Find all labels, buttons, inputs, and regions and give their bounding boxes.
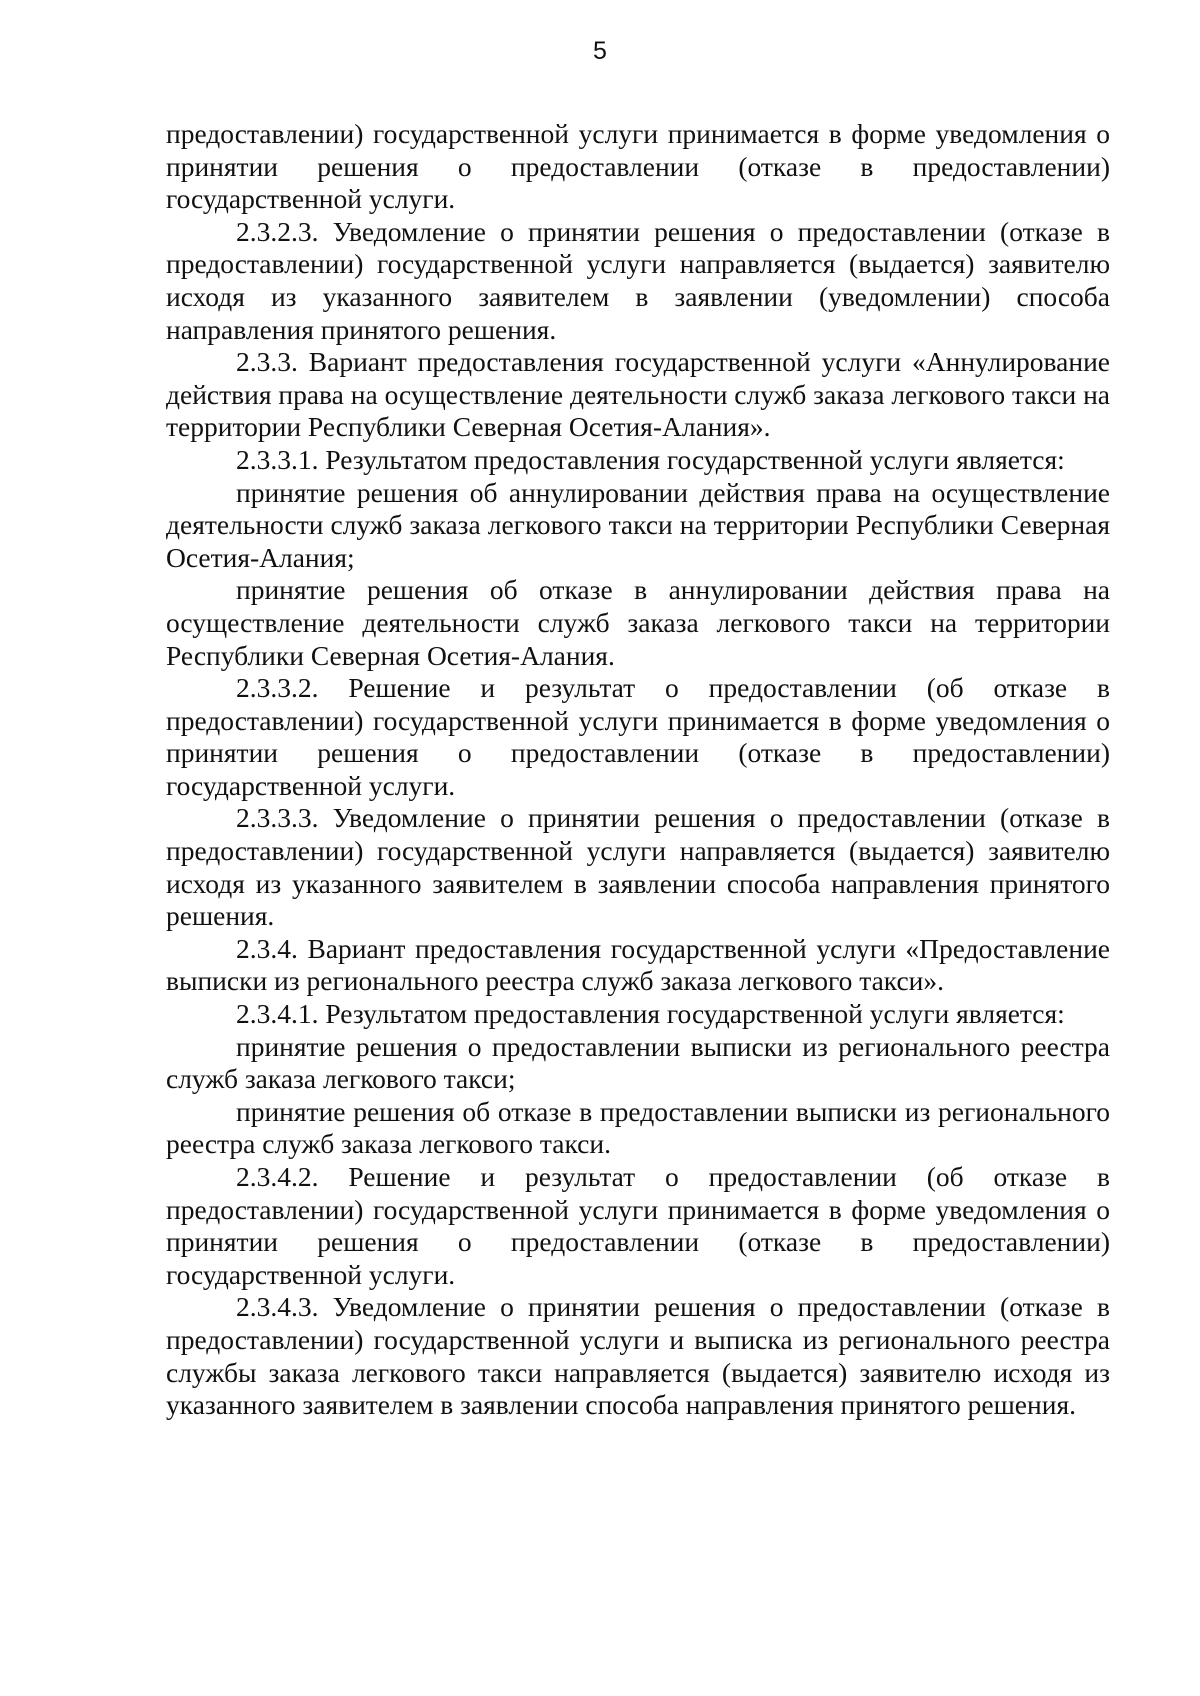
paragraph-2-3-4-3: 2.3.4.3. Уведомление о принятии решения о предоставлении (отказе в предоставлении) государственной услуги и выписка из регионального реестра службы заказа легкового такси направляется (выдается) заявителю исходя из указанного заявителем в заявлении способа направления принятого решения. xyxy=(166,1291,1110,1421)
paragraph-2-3-4-2: 2.3.4.2. Решение и результат о предоставлении (об отказе в предоставлении) государственной услуги принимается в форме уведомления о принятии решения о предоставлении (отказе в предоставлении) государственной услуги. xyxy=(166,1161,1110,1290)
document-body xyxy=(166,118,1110,1422)
paragraph-continuation: предоставлении) государственной услуги принимается в форме уведомления о принятии решения о предоставлении (отказе в предоставлении) государственной услуги. xyxy=(166,118,1110,215)
paragraph-2-3-3-1-item-2: принятие решения об отказе в аннулировании действия права на осуществление деятельности служб заказа легкового такси на территории Республики Северная Осетия-Алания. xyxy=(166,574,1110,671)
paragraph-2-3-3-1-item-1: принятие решения об аннулировании действия права на осуществление деятельности служб заказа легкового такси на территории Республики Северная Осетия-Алания; xyxy=(166,476,1110,573)
paragraph-2-3-4: 2.3.4. Вариант предоставления государственной услуги «Предоставление выписки из регионального реестра служб заказа легкового такси». xyxy=(166,932,1110,997)
paragraph-2-3-3-2: 2.3.3.2. Решение и результат о предоставлении (об отказе в предоставлении) государственной услуги принимается в форме уведомления о принятии решения о предоставлении (отказе в предоставлении) государственной услуги. xyxy=(166,672,1110,801)
paragraph-2-3-3-1: 2.3.3.1. Результатом предоставления государственной услуги является: xyxy=(236,443,1065,475)
paragraph-2-3-4-1: 2.3.4.1. Результатом предоставления государственной услуги является: xyxy=(236,998,1065,1030)
paragraph-2-3-3: 2.3.3. Вариант предоставления государственной услуги «Аннулирование действия права на осуществление деятельности служб заказа легкового такси на территории Республики Северная Осетия-Алания». xyxy=(166,346,1110,443)
paragraph-2-3-4-1-item-2: принятие решения об отказе в предоставлении выписки из регионального реестра служб заказа легкового такси. xyxy=(166,1095,1110,1160)
paragraph-2-3-3-3: 2.3.3.3. Уведомление о принятии решения о предоставлении (отказе в предоставлении) государственной услуги направляется (выдается) заявителю исходя из указанного заявителем в заявлении способа направления принятого решения. xyxy=(166,802,1110,932)
paragraph-2-3-2-3: 2.3.2.3. Уведомление о принятии решения о предоставлении (отказе в предоставлении) государственной услуги направляется (выдается) заявителю исходя из указанного заявителем в заявлении (уведомлении) способа направления принятого решения. xyxy=(166,215,1110,345)
paragraph-2-3-4-1-item-1: принятие решения о предоставлении выписки из регионального реестра служб заказа легкового такси; xyxy=(166,1030,1110,1095)
page-number: 5 xyxy=(593,37,607,65)
